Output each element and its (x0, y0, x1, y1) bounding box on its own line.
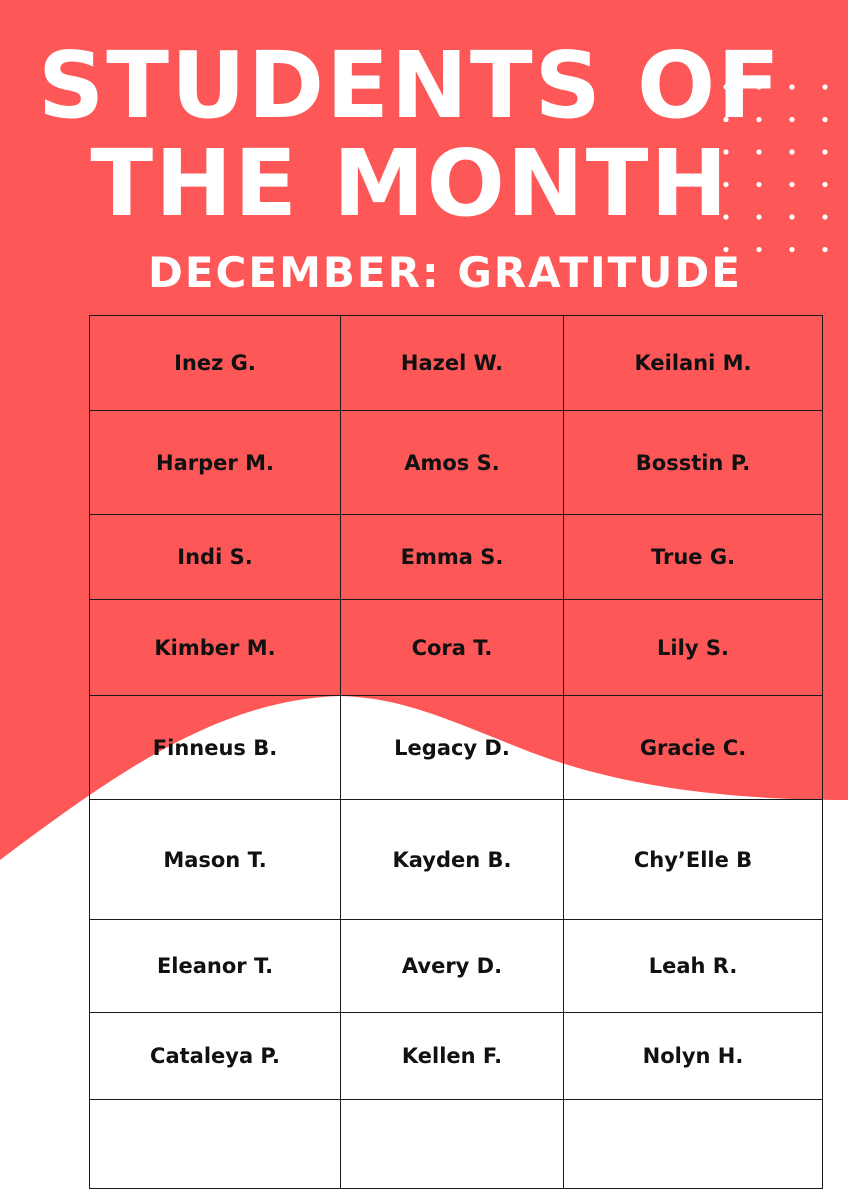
table-row (90, 696, 823, 800)
student-name-cell: Eleanor T. (90, 920, 341, 1013)
empty-cell (341, 1100, 564, 1189)
student-name-cell: Chy’Elle B (564, 800, 823, 920)
table-row (90, 920, 823, 1013)
decorative-dot (789, 247, 794, 252)
table-row (90, 800, 823, 920)
student-name-cell: Harper M. (90, 411, 341, 515)
student-name-cell: Legacy D. (341, 696, 564, 800)
student-name-cell: Hazel W. (341, 316, 564, 411)
student-name-cell: Cataleya P. (90, 1013, 341, 1100)
decorative-dot (756, 247, 761, 252)
student-name-cell: Leah R. (564, 920, 823, 1013)
student-name-cell: Indi S. (90, 515, 341, 600)
decorative-dot (822, 182, 827, 187)
table-row (90, 515, 823, 600)
table-row (90, 600, 823, 696)
student-name-cell: Amos S. (341, 411, 564, 515)
decorative-dot (822, 214, 827, 219)
student-name-cell: Bosstin P. (564, 411, 823, 515)
empty-cell (90, 1100, 341, 1189)
student-name-cell: Gracie C. (564, 696, 823, 800)
page-title-line-2: THE MONTH (90, 130, 730, 237)
student-name-cell: Kayden B. (341, 800, 564, 920)
student-name-cell: Finneus B. (90, 696, 341, 800)
student-name-cell: Nolyn H. (564, 1013, 823, 1100)
student-name-cell: True G. (564, 515, 823, 600)
page-title-line-1: STUDENTS OF (37, 32, 783, 139)
student-name-cell: Kimber M. (90, 600, 341, 696)
page-subtitle: DECEMBER: GRATITUDE (148, 248, 742, 297)
empty-cell (564, 1100, 823, 1189)
table-row (90, 1100, 823, 1189)
student-name-cell: Inez G. (90, 316, 341, 411)
students-table (89, 315, 823, 1189)
student-name-cell: Emma S. (341, 515, 564, 600)
student-name-cell: Avery D. (341, 920, 564, 1013)
decorative-dot (822, 117, 827, 122)
student-name-cell: Kellen F. (341, 1013, 564, 1100)
decorative-dot (822, 149, 827, 154)
student-name-cell: Mason T. (90, 800, 341, 920)
student-name-cell: Cora T. (341, 600, 564, 696)
student-name-cell: Lily S. (564, 600, 823, 696)
table-row (90, 411, 823, 515)
student-name-cell: Keilani M. (564, 316, 823, 411)
decorative-dot (822, 247, 827, 252)
table-row (90, 316, 823, 411)
decorative-dot (822, 84, 827, 89)
table-row (90, 1013, 823, 1100)
